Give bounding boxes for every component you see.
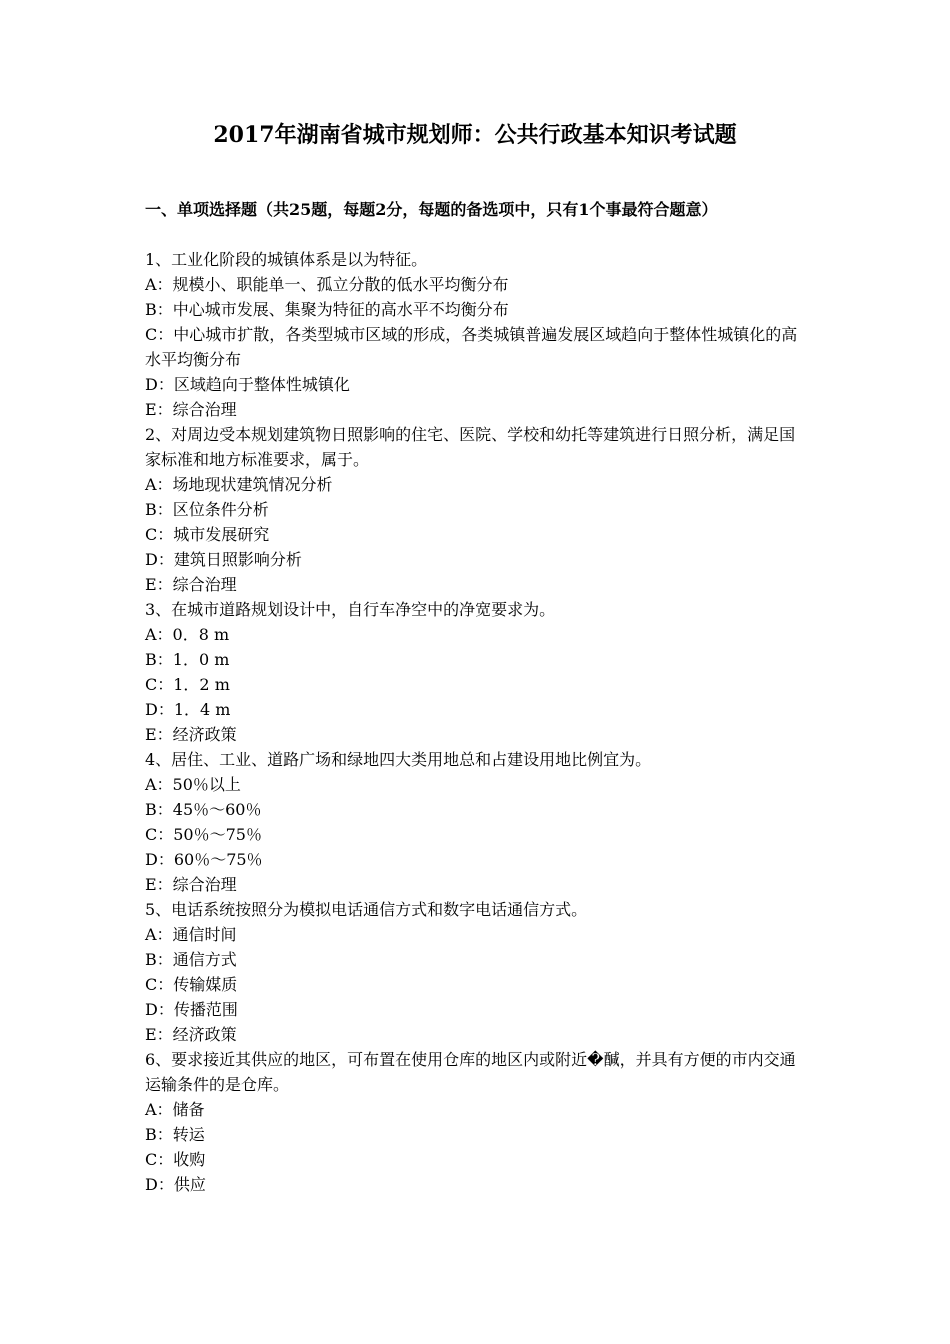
answer-option: E：经济政策 (145, 1025, 237, 1044)
question-stem: 4、居住、工业、道路广场和绿地四大类用地总和占建设用地比例宜为。 (145, 750, 652, 769)
question-stem: 1、工业化阶段的城镇体系是以为特征。 (145, 250, 428, 269)
answer-option: A：通信时间 (145, 925, 237, 944)
question-block (145, 1047, 810, 1197)
answer-option: E：综合治理 (145, 400, 237, 419)
answer-option: A：场地现状建筑情况分析 (145, 475, 333, 494)
answer-option: B：1．0 m (145, 650, 230, 669)
answer-option: D：1．4 m (145, 700, 231, 719)
answer-option: E：经济政策 (145, 725, 237, 744)
answer-option: B：区位条件分析 (145, 500, 269, 519)
question-block (145, 747, 810, 897)
question-block (145, 247, 810, 422)
answer-option: A：储备 (145, 1100, 205, 1119)
answer-option: E：综合治理 (145, 575, 237, 594)
answer-option: B：45％～60％ (145, 800, 262, 819)
question-stem: 3、在城市道路规划设计中，自行车净空中的净宽要求为。 (145, 600, 556, 619)
answer-option: D：区域趋向于整体性城镇化 (145, 375, 350, 394)
question-stem: 6、要求接近其供应的地区，可布置在使用仓库的地区内或附近�醎，并具有方便的市内交通运输条件的是仓库。 (145, 1050, 796, 1094)
answer-option: E：综合治理 (145, 875, 237, 894)
question-block (145, 897, 810, 1047)
answer-option: C：传输媒质 (145, 975, 238, 994)
question-stem: 5、电话系统按照分为模拟电话通信方式和数字电话通信方式。 (145, 900, 588, 919)
answer-option: D：建筑日照影响分析 (145, 550, 302, 569)
answer-option: C：城市发展研究 (145, 525, 270, 544)
section-heading: 一、单项选择题（共25题，每题2分，每题的备选项中，只有1个事最符合题意） (145, 200, 718, 219)
answer-option: B：通信方式 (145, 950, 237, 969)
answer-option: A：0．8 m (145, 625, 230, 644)
answer-option: B：转运 (145, 1125, 205, 1144)
answer-option: C：50％～75％ (145, 825, 262, 844)
answer-option: C：收购 (145, 1150, 206, 1169)
document-title: 2017年湖南省城市规划师：公共行政基本知识考试题 (213, 122, 737, 148)
answer-option: C：1．2 m (145, 675, 230, 694)
answer-option: A：50％以上 (145, 775, 241, 794)
question-stem: 2、对周边受本规划建筑物日照影响的住宅、医院、学校和幼托等建筑进行日照分析，满足国家标准和地方标准要求，属于。 (145, 425, 796, 469)
question-block (145, 597, 810, 747)
question-list (145, 247, 810, 1197)
question-block (145, 422, 810, 597)
answer-option: D：60％～75％ (145, 850, 263, 869)
answer-option: B：中心城市发展、集聚为特征的高水平不均衡分布 (145, 300, 509, 319)
answer-option: D：供应 (145, 1175, 206, 1194)
answer-option: C：中心城市扩散，各类型城市区域的形成，各类城镇普遍发展区域趋向于整体性城镇化的高水平均衡分布 (145, 325, 798, 369)
answer-option: D：传播范围 (145, 1000, 238, 1019)
answer-option: A：规模小、职能单一、孤立分散的低水平均衡分布 (145, 275, 509, 294)
